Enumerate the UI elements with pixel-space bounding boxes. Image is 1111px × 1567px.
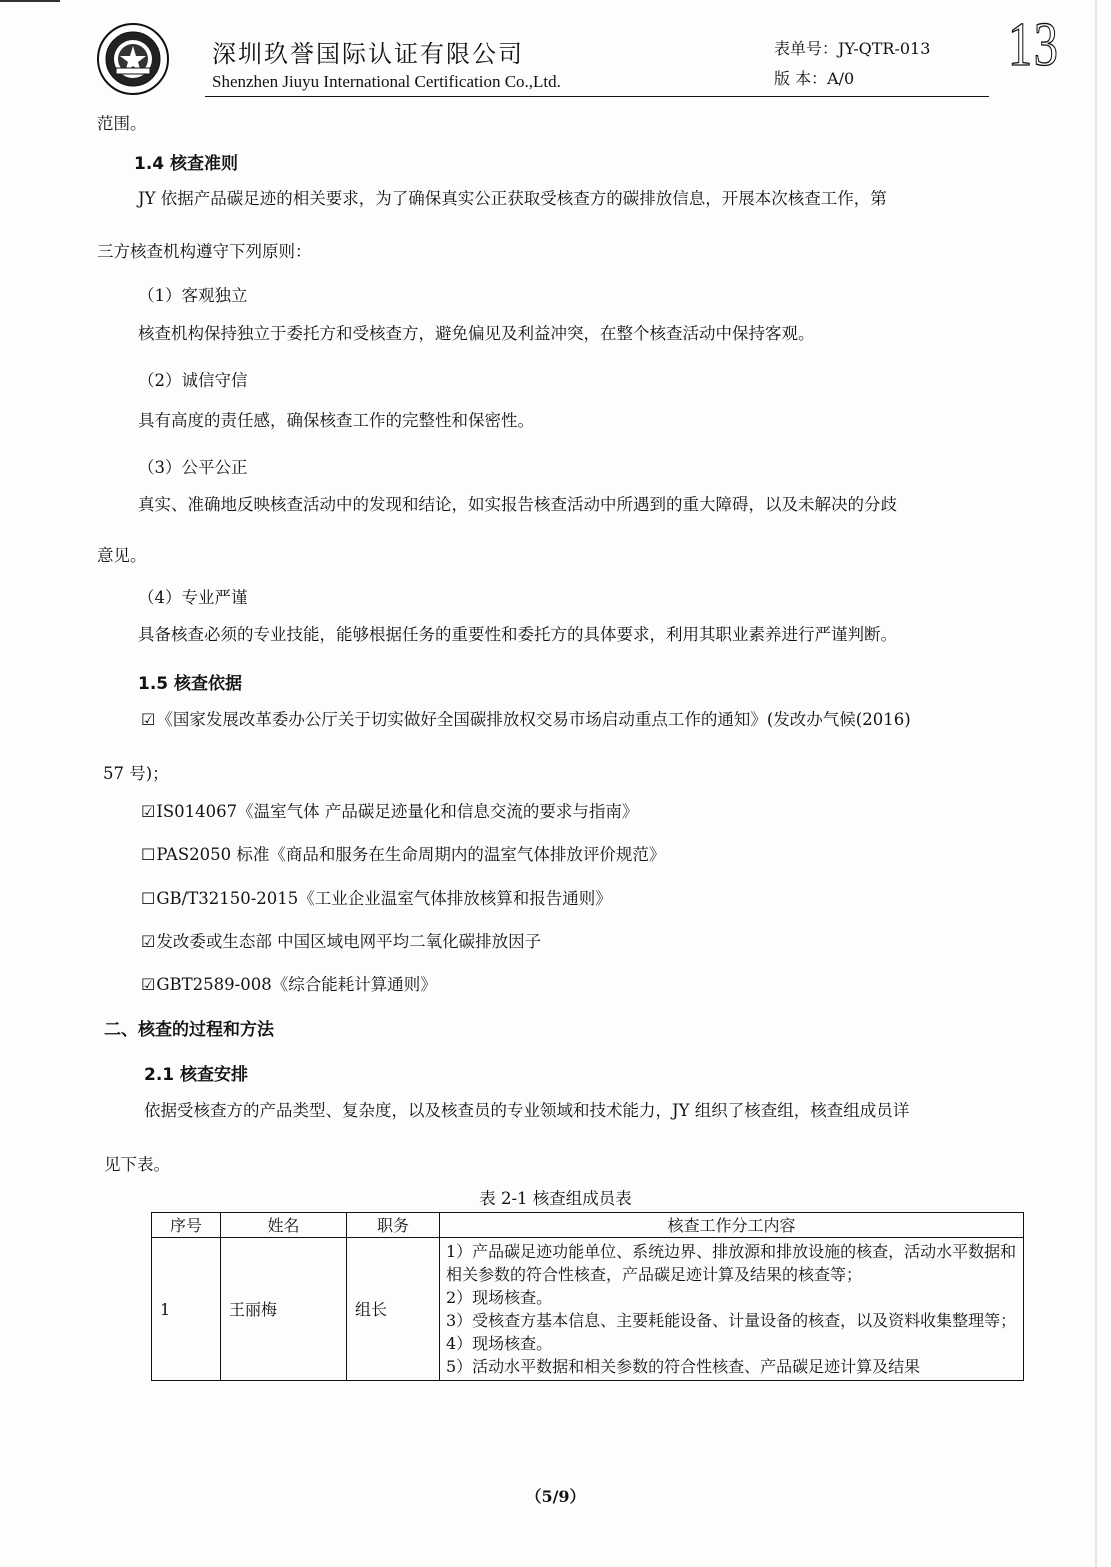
basis-item: ☑《国家发展改革委办公厅关于切实做好全国碳排放权交易市场启动重点工作的通知》(发改办气候(2016) [141, 710, 911, 729]
basis-item: ☑IS014067《温室气体 产品碳足迹量化和信息交流的要求与指南》 [141, 802, 639, 821]
principle-1-title: （1）客观独立 [138, 286, 248, 305]
section-heading-1-5: 1.5 核查依据 [138, 674, 243, 694]
members-table [151, 1212, 1024, 1381]
checkbox-checked-icon: ☑ [141, 802, 156, 821]
basis-item: ☐GB/T32150-2015《工业企业温室气体排放核算和报告通则》 [141, 889, 612, 908]
section-heading-2-1: 2.1 核查安排 [144, 1065, 249, 1085]
header-cell-duties: 核查工作分工内容 [440, 1213, 1024, 1238]
principle-3-text-line1: 真实、准确地反映核查活动中的发现和结论，如实报告核查活动中所遇到的重大障碍，以及未解决的分歧 [138, 495, 897, 514]
checkbox-checked-icon: ☑ [141, 710, 156, 729]
scan-corner-mark [0, 0, 60, 2]
page-number: （5/9） [525, 1487, 586, 1506]
version-label: 版 本：A/0 [774, 69, 855, 88]
cell-duties: 1）产品碳足迹功能单位、系统边界、排放源和排放设施的核查，活动水平数据和相关参数的符合性核查，产品碳足迹计算及结果的核查等； 2）现场核查。 3）受核查方基本信息、主要耗能设备、计量设备的核查，以及资料收集整理等； 4）现场核查。 5）活动水平数据和相关参数的符合性核查、产品碳足迹计算及结果 [440, 1238, 1024, 1381]
section-heading-1-4: 1.4 核查准则 [134, 154, 239, 174]
company-name-cn: 深圳玖誉国际认证有限公司 [212, 40, 524, 68]
checkbox-checked-icon: ☑ [141, 932, 156, 951]
principle-3-text-line2: 意见。 [97, 546, 147, 565]
form-number: 表单号：JY-QTR-013 [774, 39, 931, 58]
principle-2-text: 具有高度的责任感，确保核查工作的完整性和保密性。 [138, 411, 534, 430]
paragraph-principles-line1: JY 依据产品碳足迹的相关要求，为了确保真实公正获取受核查方的碳排放信息，开展本次核查工作，第 [138, 189, 887, 208]
company-name-en: Shenzhen Jiuyu International Certification Co.,Ltd. [212, 72, 561, 91]
basis-item: ☑发改委或生态部 中国区域电网平均二氧化碳排放因子 [141, 932, 542, 951]
header-rule [205, 96, 989, 97]
paragraph-principles-line2: 三方核查机构遵守下列原则： [97, 242, 312, 261]
header-cell-no: 序号 [152, 1213, 221, 1238]
basis-item-continuation: 57 号)； [103, 764, 169, 783]
principle-1-text: 核查机构保持独立于委托方和受核查方，避免偏见及利益冲突，在整个核查活动中保持客观。 [138, 324, 815, 343]
continued-text: 范围。 [97, 114, 147, 133]
basis-item: ☑GBT2589-008《综合能耗计算通则》 [141, 975, 437, 994]
checkbox-unchecked-icon: ☐ [141, 889, 156, 908]
page-stamp: 13 [1008, 11, 1060, 79]
section-heading-2: 二、核查的过程和方法 [104, 1020, 274, 1040]
paragraph-arrangement-line2: 见下表。 [104, 1155, 170, 1174]
header-cell-role: 职务 [347, 1213, 440, 1238]
checkbox-checked-icon: ☑ [141, 975, 156, 994]
cell-role: 组长 [347, 1238, 440, 1381]
table-row [152, 1238, 1024, 1381]
company-logo [96, 22, 170, 96]
table-caption: 表 2-1 核查组成员表 [479, 1189, 632, 1208]
basis-item: ☐PAS2050 标准《商品和服务在生命周期内的温室气体排放评价规范》 [141, 845, 666, 864]
scan-edge [1095, 0, 1097, 1567]
paragraph-arrangement-line1: 依据受核查方的产品类型、复杂度，以及核查员的专业领域和技术能力，JY 组织了核查组，核查组成员详 [144, 1101, 910, 1120]
table-header-row [152, 1213, 1024, 1238]
cell-no: 1 [152, 1238, 221, 1381]
principle-3-title: （3）公平公正 [138, 458, 248, 477]
header-cell-name: 姓名 [221, 1213, 347, 1238]
principle-2-title: （2）诚信守信 [138, 371, 248, 390]
principle-4-title: （4）专业严谨 [138, 588, 248, 607]
cell-name: 王丽梅 [221, 1238, 347, 1381]
checkbox-unchecked-icon: ☐ [141, 845, 156, 864]
principle-4-text: 具备核查必须的专业技能，能够根据任务的重要性和委托方的具体要求，利用其职业素养进行严谨判断。 [138, 625, 897, 644]
